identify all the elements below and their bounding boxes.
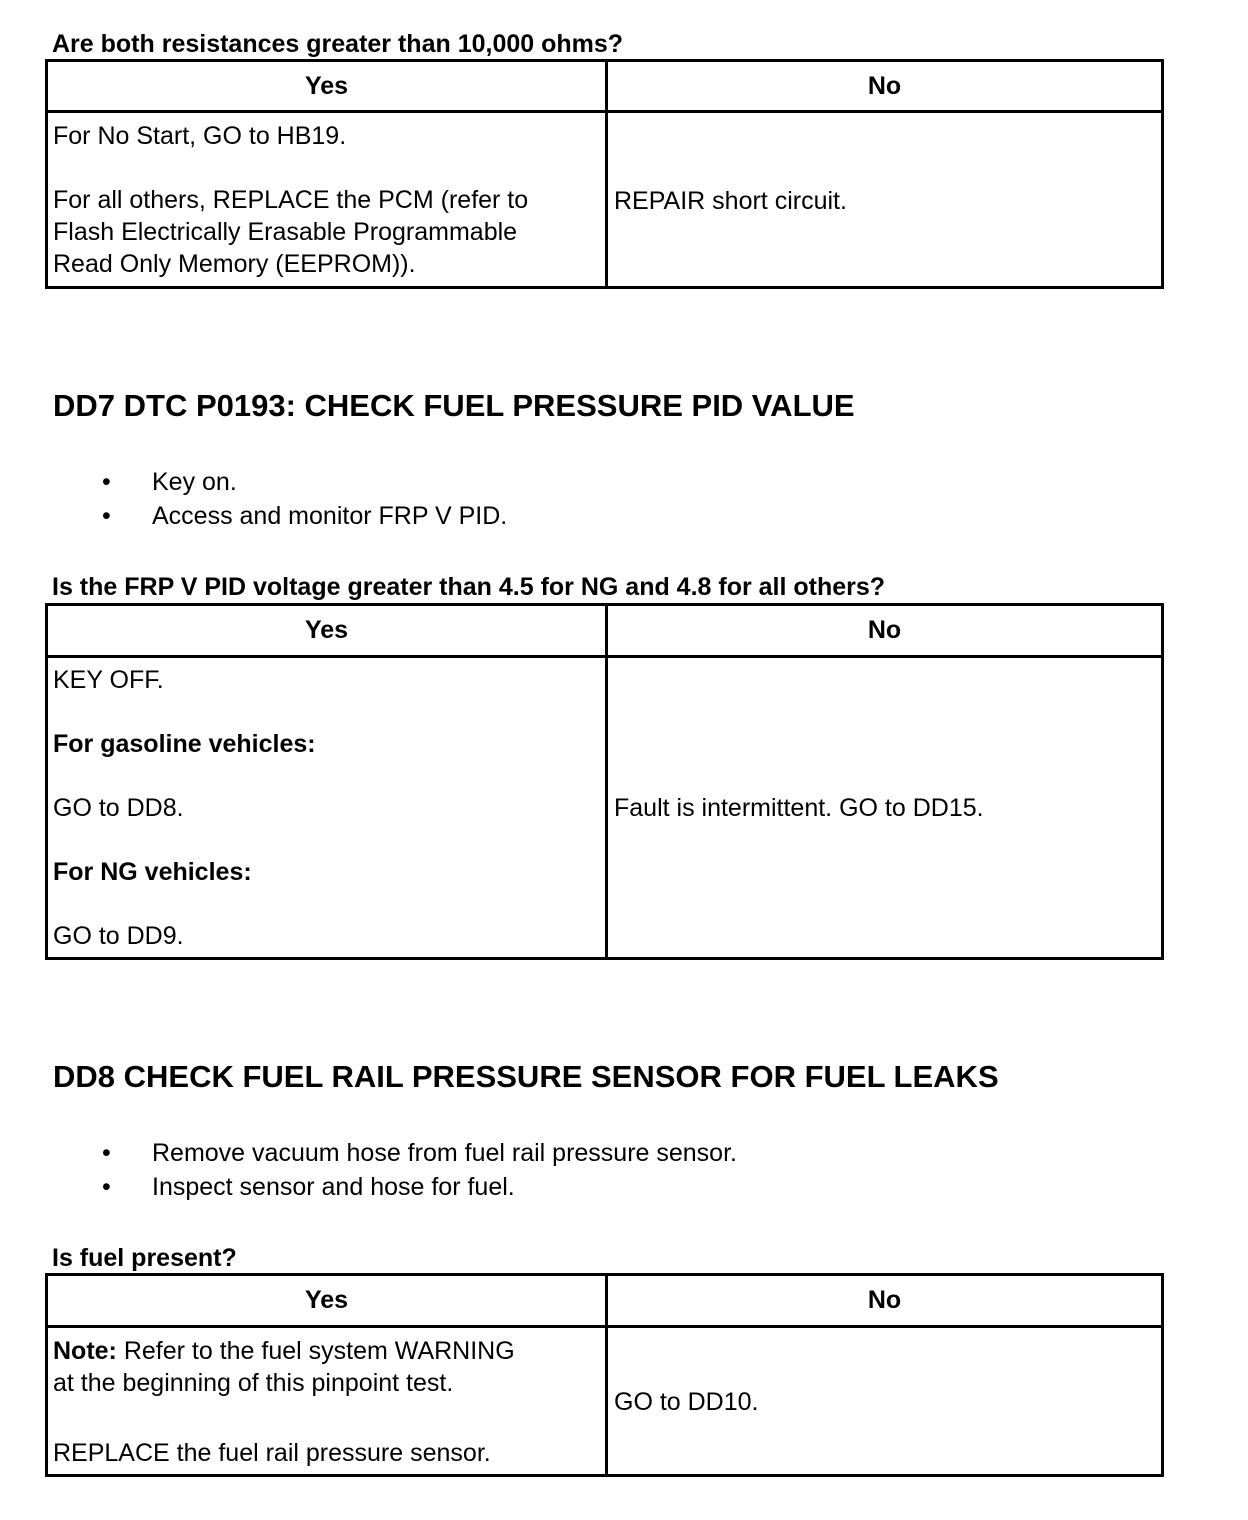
no-text: Fault is intermittent. GO to DD15. [614,794,984,822]
question-fuel-present: Is fuel present? [52,1244,237,1272]
no-text: REPAIR short circuit. [614,187,847,215]
heading-dd7: DD7 DTC P0193: CHECK FUEL PRESSURE PID VALUE [53,388,855,423]
yes-cell [53,664,603,952]
bullet-list-dd8 [0,1136,737,1204]
no-cell [614,1386,1154,1418]
bullet-icon: • [102,468,111,496]
table-fuel-present [45,1273,1164,1477]
list-item: • Key on. [0,465,507,499]
bullet-icon: • [102,502,111,530]
question-frp-voltage: Is the FRP V PID voltage greater than 4.5 for NG and 4.8 for all others? [52,573,886,601]
yes-line: KEY OFF. [53,666,164,694]
yes-line: Read Only Memory (EEPROM)). [53,250,416,278]
yes-line: REPLACE the fuel rail pressure sensor. [53,1439,491,1467]
list-item: • Remove vacuum hose from fuel rail pressure sensor. [0,1136,737,1170]
table-frp-voltage [45,603,1164,960]
header-yes: Yes [304,1286,349,1314]
yes-line: Flash Electrically Erasable Programmable [53,218,518,246]
yes-cell [53,120,603,280]
table-header [48,1276,1161,1328]
yes-line: For NG vehicles: [53,858,252,886]
bullet-icon: • [102,1173,111,1201]
bullet-list-dd7 [0,465,507,533]
header-yes: Yes [304,71,349,100]
no-text: GO to DD10. [614,1388,759,1416]
note-label: Note: [53,1337,117,1365]
yes-line: at the beginning of this pinpoint test. [53,1369,454,1397]
yes-line: For gasoline vehicles: [53,730,316,758]
header-no: No [867,1286,902,1314]
yes-line: Note: Refer to the fuel system WARNING [53,1337,515,1365]
header-yes: Yes [304,616,349,644]
yes-line: For all others, REPLACE the PCM (refer to [53,186,529,214]
table-header [48,606,1161,658]
yes-line: GO to DD9. [53,922,184,950]
yes-cell [53,1335,603,1469]
column-divider [605,606,608,957]
question-resistances: Are both resistances greater than 10,000 ohms? [52,30,624,58]
no-cell [614,792,1154,824]
table-resistances [45,59,1164,289]
header-no: No [867,616,902,644]
bullet-icon: • [102,1139,111,1167]
list-item: • Access and monitor FRP V PID. [0,499,507,533]
header-no: No [867,71,902,100]
no-cell [614,185,1154,217]
yes-line: GO to DD8. [53,794,184,822]
heading-dd8: DD8 CHECK FUEL RAIL PRESSURE SENSOR FOR FUEL LEAKS [53,1059,999,1094]
list-item: • Inspect sensor and hose for fuel. [0,1170,737,1204]
yes-line: For No Start, GO to HB19. [53,122,347,150]
table-header [48,62,1161,113]
